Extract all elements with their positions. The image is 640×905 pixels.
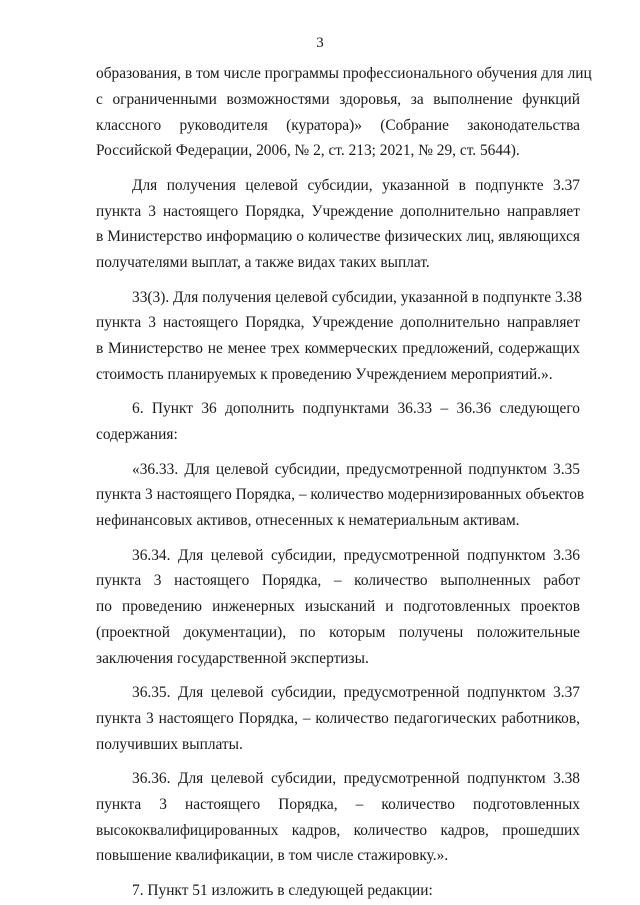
text-line: в Министерство не менее трех коммерческих предложений, содержащих (96, 340, 580, 358)
text-line: пункта 3 настоящего Порядка, – количество выполненных работ (96, 572, 580, 590)
paragraph-p8 (96, 766, 580, 869)
text-line: 6. Пункт 36 дополнить подпунктами 36.33 – 36.36 следующего (132, 400, 580, 418)
text-line: 36.35. Для целевой субсидии, предусмотренной подпунктом 3.37 (132, 684, 580, 702)
text-line: «36.33. Для целевой субсидии, предусмотренной подпунктом 3.35 (132, 460, 580, 478)
text-line: по проведению инженерных изысканий и подготовленных проектов (96, 598, 580, 616)
paragraph-p1 (96, 61, 592, 164)
text-line: заключения государственной экспертизы. (96, 649, 369, 667)
document-body (96, 61, 592, 904)
paragraph-p5 (96, 457, 585, 534)
paragraph-p4 (96, 396, 580, 448)
text-line: классного руководителя (куратора)» (Собрание законодательства (96, 116, 580, 134)
text-line: 36.34. Для целевой субсидии, предусмотренной подпунктом 3.36 (132, 546, 580, 564)
text-line: повышение квалификации, в том числе стажировку.». (96, 847, 449, 865)
paragraph-p7 (96, 680, 580, 757)
text-line: пункта 3 настоящего Порядка, – количество подготовленных (96, 795, 580, 813)
text-line: пункта 3 настоящего Порядка, – количество педагогических работников, (96, 709, 580, 727)
text-line: образования, в том числе программы профессионального обучения для лиц (96, 65, 592, 82)
text-line: Для получения целевой субсидии, указанной в подпункте 3.37 (132, 176, 580, 194)
text-line: высококвалифицированных кадров, количество кадров, прошедших (96, 821, 580, 839)
text-line: 33(3). Для получения целевой субсидии, указанной в подпункте 3.38 (132, 288, 582, 306)
page-number: 3 (316, 35, 324, 51)
text-line: Российской Федерации, 2006, № 2, ст. 213; 2021, № 29, ст. 5644). (96, 142, 520, 160)
text-line: 36.36. Для целевой субсидии, предусмотренной подпунктом 3.38 (132, 770, 580, 788)
text-line: пункта 3 настоящего Порядка, – количество модернизированных объектов (96, 486, 585, 504)
text-line: (проектной документации), по которым получены положительные (96, 623, 580, 641)
text-line: получивших выплаты. (96, 735, 243, 753)
paragraph-p2 (96, 173, 580, 276)
paragraph-p3 (96, 285, 580, 388)
text-line: с ограниченными возможностями здоровья, за выполнение функций (96, 90, 580, 108)
text-line: 7. Пункт 51 изложить в следующей редакции: (132, 881, 433, 899)
paragraph-p6 (96, 543, 580, 672)
text-line: пункта 3 настоящего Порядка, Учреждение дополнительно направляет (96, 202, 580, 220)
text-line: получателями выплат, а также видах таких выплат. (96, 254, 430, 272)
text-line: нефинансовых активов, отнесенных к нематериальным активам. (96, 512, 520, 530)
text-line: содержания: (96, 426, 178, 444)
text-line: в Министерство информацию о количестве физических лиц, являющихся (96, 228, 580, 246)
paragraph-p9 (96, 878, 580, 904)
text-line: стоимость планируемых к проведению Учреждением мероприятий.». (96, 365, 553, 383)
text-line: пункта 3 настоящего Порядка, Учреждение дополнительно направляет (96, 314, 580, 332)
